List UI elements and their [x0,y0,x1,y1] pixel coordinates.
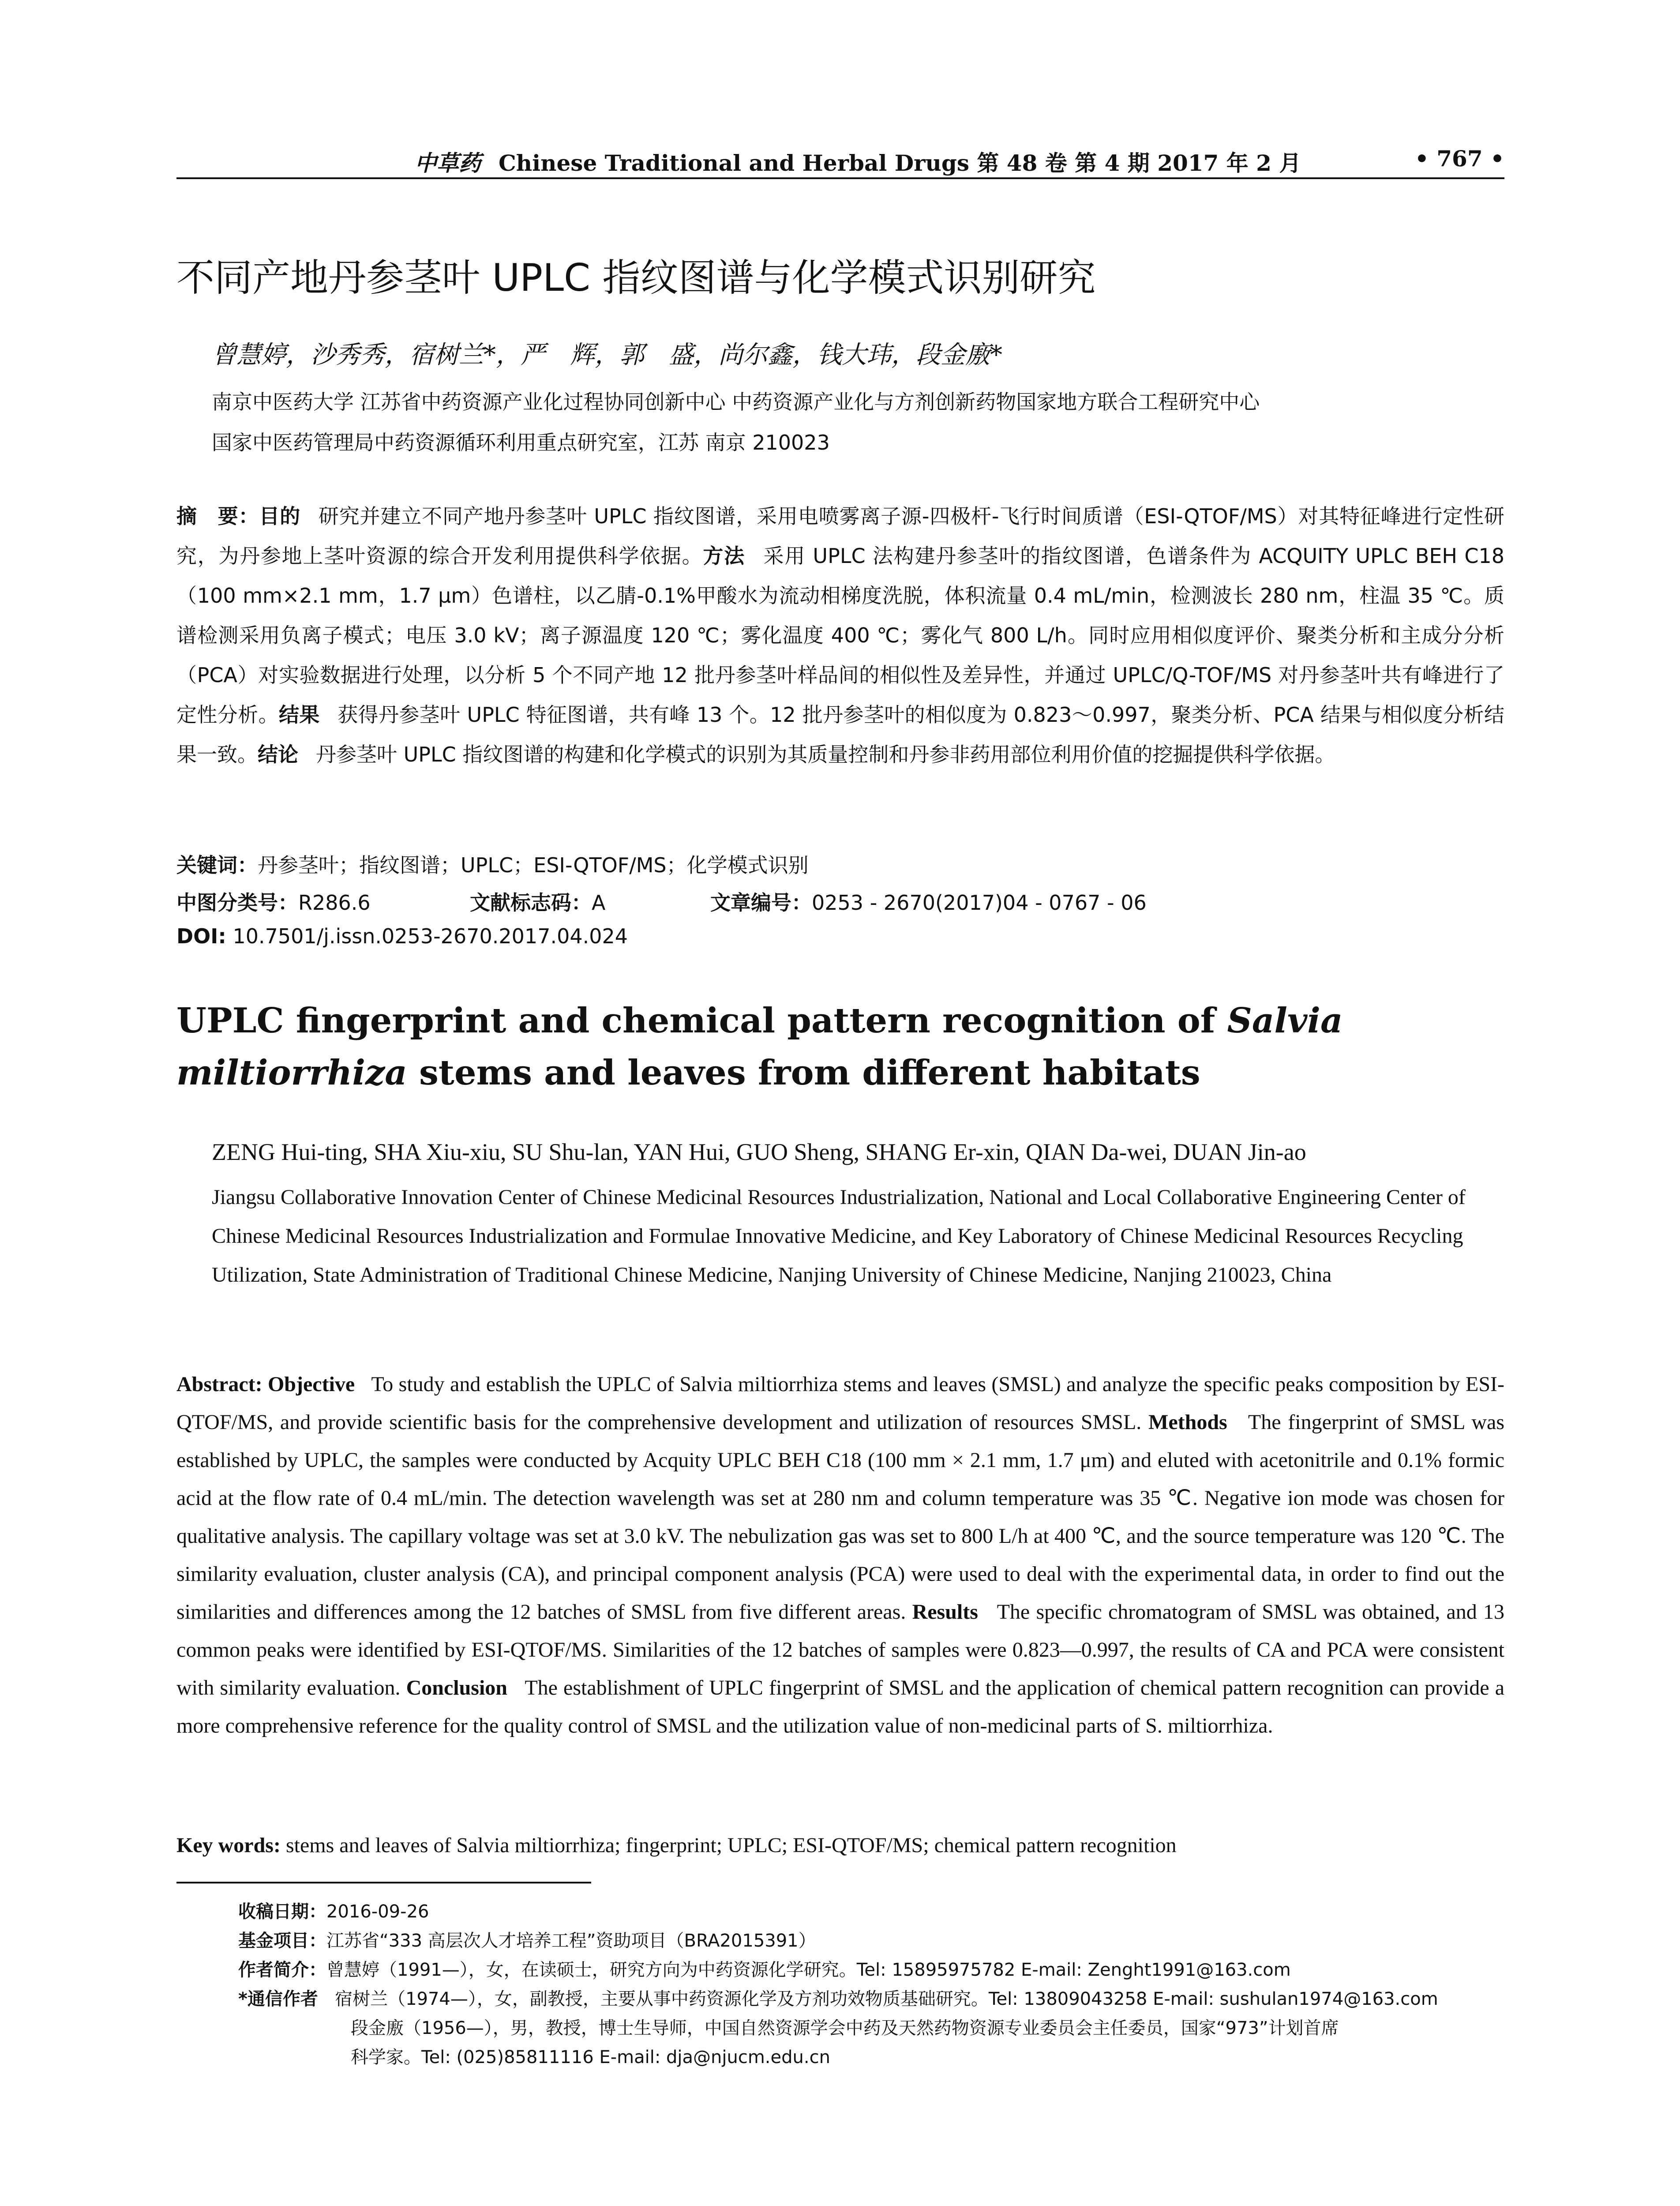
doc-code-label: 文献标志码： [470,891,592,915]
cn-objective-text: 研究并建立不同产地丹参茎叶 UPLC 指纹图谱，采用电喷雾离子源-四极杆-飞行时间质谱（ESI-QTOF/MS）对其特征峰进行定性研究，为丹参地上茎叶资源的综合开发利用提供科学依据。 [176,504,1504,568]
journal-name-en: Chinese Traditional and Herbal Drugs 第 48 卷 第 4 期 2017 年 2 月 [499,150,1301,176]
en-abstract [176,1366,1504,1745]
running-header [176,142,1504,179]
clc-label: 中图分类号： [176,891,298,915]
en-objective-text: To study and establish the UPLC of Salvia miltiorrhiza stems and leaves (SMSL) and analyze the specific peaks composition by ESI-QTOF/MS, and provide scientific basis for the comprehensive development and utilization of resources SMSL. [176,1373,1505,1434]
cn-abstract-label: 摘 要： [176,504,259,528]
cn-affiliation-line-2: 国家中医药管理局中药资源循环利用重点研究室，江苏 南京 210023 [212,431,830,454]
doi-line [176,924,628,948]
en-keywords [176,1833,1504,1857]
doi-value: 10.7501/j.issn.0253-2670.2017.04.024 [232,924,628,948]
en-authors: ZENG Hui-ting, SHA Xiu-xiu, SU Shu-lan, YAN Hui, GUO Sheng, SHANG Er-xin, QIAN Da-wei, DUAN Jin-ao [212,1139,1306,1165]
cn-results-text: 获得丹参茎叶 UPLC 特征图谱，共有峰 13 个。12 批丹参茎叶的相似度为 0.823～0.997，聚类分析、PCA 结果与相似度分析结果一致。 [176,703,1505,766]
cn-authors: 曾慧婷，沙秀秀，宿树兰*，严 辉，郭 盛，尚尔鑫，钱大玮，段金廒* [212,341,1002,369]
cn-abstract [176,496,1504,774]
en-title-pre: UPLC fingerprint and chemical pattern recognition of [176,1001,1227,1041]
en-title-species: Salvia miltiorrhiza [176,1001,1343,1093]
article-id-value: 0253 - 2670(2017)04 - 0767 - 06 [812,891,1147,915]
en-conclusion-text: The establishment of UPLC fingerprint of SMSL and the application of chemical pattern recognition can provide a more comprehensive reference for the quality control of SMSL and the utilization value of non-medicinal parts of S. miltiorrhiza. [176,1676,1504,1737]
cn-methods-text: 采用 UPLC 法构建丹参茎叶的指纹图谱，色谱条件为 ACQUITY UPLC BEH C18（100 mm×2.1 mm，1.7 μm）色谱柱，以乙腈-0.1%甲酸水为流动相梯度洗脱，体积流量 0.4 mL/min，检测波长 280 nm，柱温 35 ℃。质谱检测采用负离子模式；电压 3.0 kV；离子源温度 120 ℃；雾化温度 400 ℃；雾化气 800 L/h。同时应用相似度评价、聚类分析和主成分分析（PCA）对实验数据进行处理，以分析 5 个不同产地 12 批丹参茎叶样品间的相似性及差异性，并通过 UPLC/Q-TOF/MS 对丹参茎叶共有峰进行了定性分析。 [176,544,1505,727]
journal-name [415,146,1301,177]
cn-methods-label: 方法 [703,544,745,568]
cn-objective-label: 目的 [259,504,301,528]
cn-affiliation [212,382,1526,463]
doi-label: DOI: [176,924,226,948]
en-abstract-label: Abstract: Objective [176,1373,355,1396]
en-title [176,995,1504,1099]
cn-title: 不同产地丹参茎叶 UPLC 指纹图谱与化学模式识别研究 [176,256,1096,300]
cn-conclusion-text: 丹参茎叶 UPLC 指纹图谱的构建和化学模式的识别为其质量控制和丹参非药用部位利用价值的挖掘提供科学依据。 [316,743,1335,766]
cn-classification [176,887,1147,916]
doc-code-value: A [592,891,606,915]
en-conclusion-label: Conclusion [406,1676,507,1700]
footnote-corresponding-2: 段金廒（1956—），男，教授，博士生导师，中国自然资源学会中药及天然药物资源专业委员会主任委员，国家“973”计划首席 [351,2018,1339,2038]
en-methods-label: Methods [1148,1411,1227,1434]
article-id-label: 文章编号： [710,891,812,915]
footnotes [238,1897,1504,2072]
page-number: • 767 • [1414,146,1504,172]
cn-keywords-text: 丹参茎叶；指纹图谱；UPLC；ESI-QTOF/MS；化学模式识别 [258,853,809,877]
cn-keywords [176,849,809,878]
en-results-label: Results [912,1600,978,1624]
en-methods-text: The fingerprint of SMSL was established by UPLC, the samples were conducted by Acquity UPLC BEH C18 (100 mm × 2.1 mm, 1.7 μm) and eluted with acetonitrile and 0.1% formic acid at the flow rate of 0.4 mL/min. The detection wavelength was set at 280 nm and column temperature was 35 ℃. Negative ion mode was chosen for qualitative analysis. The capillary voltage was set at 3.0 kV. The nebulization gas was set to 800 L/h at 400 ℃, and the source temperature was 120 ℃. The similarity evaluation, cluster analysis (CA), and principal component analysis (PCA) were used to deal with the experimental data, in order to find out the similarities and differences among the 12 batches of SMSL from five different areas. [176,1411,1505,1624]
cn-results-label: 结果 [278,703,320,727]
footnote-divider [176,1882,591,1883]
footnote-corresponding: *通信作者 宿树兰（1974—），女，副教授，主要从事中药资源化学及方剂功效物质基础研究。Tel: 13809043258 E-mail: sushulan1974@163.com [238,1989,1438,2009]
en-keywords-text: stems and leaves of Salvia miltiorrhiza; fingerprint; UPLC; ESI-QTOF/MS; chemical pattern recognition [285,1834,1177,1857]
en-title-post: stems and leaves from different habitats [407,1053,1200,1093]
cn-keywords-label: 关键词： [176,853,258,877]
cn-affiliation-line-1: 南京中医药大学 江苏省中药资源产业化过程协同创新中心 中药资源产业化与方剂创新药物国家地方联合工程研究中心 [212,390,1260,414]
footnote-fund: 基金项目：江苏省“333 高层次人才培养工程”资助项目（BRA2015391） [238,1931,816,1951]
cn-conclusion-label: 结论 [258,743,298,766]
en-affiliation: Jiangsu Collaborative Innovation Center of Chinese Medicinal Resources Industrialization, National and Local Collaborative Engineering Center of Chinese Medicinal Resources Industrialization and Formulae Innovative Medicine, and Key Laboratory of Chinese Medicinal Resources Recycling Utilization, State Administration of Traditional Chinese Medicine, Nanjing University of Chinese Medicine, Nanjing 210023, China [212,1186,1466,1287]
journal-name-cn: 中草药 [415,150,481,176]
footnote-received: 收稿日期：2016-09-26 [238,1902,429,1922]
footnote-author: 作者简介：曾慧婷（1991—），女，在读硕士，研究方向为中药资源化学研究。Tel: 15895975782 E-mail: Zenght1991@163.com [238,1960,1291,1980]
en-results-text: The specific chromatogram of SMSL was obtained, and 13 common peaks were identified by ESI-QTOF/MS. Similarities of the 12 batches of samples were 0.823—0.997, the results of CA and PCA were consistent with similarity evaluation. [176,1600,1505,1700]
en-keywords-label: Key words: [176,1834,281,1857]
clc-value: R286.6 [298,891,371,915]
footnote-corresponding-3: 科学家。Tel: (025)85811116 E-mail: dja@njucm.edu.cn [351,2047,830,2067]
